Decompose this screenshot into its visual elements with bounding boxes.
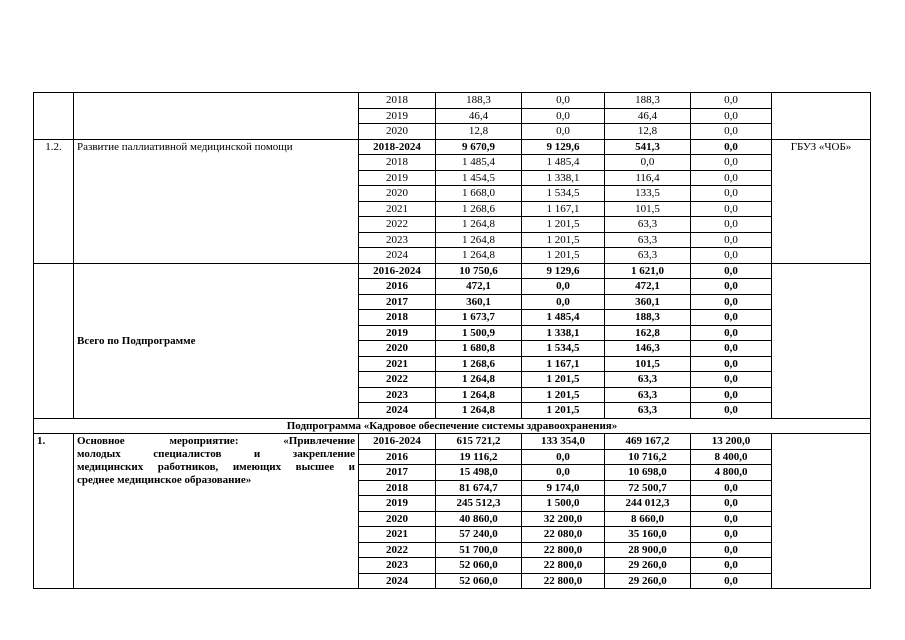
year-cell: 2024: [359, 573, 436, 589]
regional-budget-cell: 63,3: [605, 232, 691, 248]
responsible-cell: [772, 263, 871, 418]
federal-budget-cell: 1 201,5: [522, 403, 605, 419]
total-cell: 1 485,4: [436, 155, 522, 171]
year-cell: 2018: [359, 310, 436, 326]
federal-budget-cell: 9 174,0: [522, 480, 605, 496]
year-cell: 2020: [359, 511, 436, 527]
federal-budget-cell: 1 201,5: [522, 217, 605, 233]
federal-budget-cell: 133 354,0: [522, 434, 605, 450]
year-cell: 2020: [359, 124, 436, 140]
other-sources-cell: 0,0: [691, 124, 772, 140]
federal-budget-cell: 22 800,0: [522, 573, 605, 589]
other-sources-cell: 0,0: [691, 356, 772, 372]
other-sources-cell: 4 800,0: [691, 465, 772, 481]
year-cell: 2023: [359, 387, 436, 403]
other-sources-cell: 0,0: [691, 372, 772, 388]
regional-budget-cell: 146,3: [605, 341, 691, 357]
item-number-cell: [34, 93, 74, 140]
year-cell: 2017: [359, 294, 436, 310]
year-cell: 2016: [359, 449, 436, 465]
budget-table: [33, 92, 871, 589]
other-sources-cell: 0,0: [691, 325, 772, 341]
total-cell: 1 264,8: [436, 217, 522, 233]
other-sources-cell: 0,0: [691, 527, 772, 543]
federal-budget-cell: 1 485,4: [522, 155, 605, 171]
year-cell: 2024: [359, 248, 436, 264]
regional-budget-cell: 10 716,2: [605, 449, 691, 465]
item-name-line: медицинских работников, имеющих высшее и: [77, 461, 355, 473]
total-cell: 472,1: [436, 279, 522, 295]
regional-budget-cell: 244 012,3: [605, 496, 691, 512]
table-row: [34, 93, 871, 109]
other-sources-cell: 0,0: [691, 93, 772, 109]
total-cell: 1 264,8: [436, 403, 522, 419]
item-name-line: среднее медицинское образование»: [77, 474, 252, 486]
year-cell: 2016: [359, 279, 436, 295]
year-cell: 2024: [359, 403, 436, 419]
responsible-cell: ГБУЗ «ЧОБ»: [772, 139, 871, 263]
item-name-cell: Развитие паллиативной медицинской помощи: [74, 139, 359, 263]
regional-budget-cell: 29 260,0: [605, 558, 691, 574]
year-cell: 2019: [359, 325, 436, 341]
regional-budget-cell: 1 621,0: [605, 263, 691, 279]
regional-budget-cell: 72 500,7: [605, 480, 691, 496]
federal-budget-cell: 9 129,6: [522, 139, 605, 155]
federal-budget-cell: 1 485,4: [522, 310, 605, 326]
federal-budget-cell: 0,0: [522, 465, 605, 481]
federal-budget-cell: 22 080,0: [522, 527, 605, 543]
total-cell: 1 264,8: [436, 387, 522, 403]
regional-budget-cell: 469 167,2: [605, 434, 691, 450]
item-name-line: Основное мероприятие: «Привлечение: [77, 435, 355, 447]
subprogram-row: [34, 418, 871, 434]
regional-budget-cell: 63,3: [605, 403, 691, 419]
other-sources-cell: 0,0: [691, 155, 772, 171]
item-name-cell: [74, 434, 359, 589]
other-sources-cell: 0,0: [691, 480, 772, 496]
total-cell: 1 673,7: [436, 310, 522, 326]
other-sources-cell: 0,0: [691, 341, 772, 357]
federal-budget-cell: 0,0: [522, 294, 605, 310]
federal-budget-cell: 1 201,5: [522, 387, 605, 403]
total-cell: 9 670,9: [436, 139, 522, 155]
regional-budget-cell: 0,0: [605, 155, 691, 171]
year-cell: 2019: [359, 170, 436, 186]
year-cell: 2017: [359, 465, 436, 481]
federal-budget-cell: 1 534,5: [522, 341, 605, 357]
other-sources-cell: 0,0: [691, 108, 772, 124]
year-cell: 2021: [359, 356, 436, 372]
other-sources-cell: 0,0: [691, 217, 772, 233]
regional-budget-cell: 162,8: [605, 325, 691, 341]
regional-budget-cell: 188,3: [605, 93, 691, 109]
total-cell: 1 264,8: [436, 372, 522, 388]
federal-budget-cell: 1 201,5: [522, 372, 605, 388]
federal-budget-cell: 0,0: [522, 124, 605, 140]
year-cell: 2020: [359, 341, 436, 357]
federal-budget-cell: 1 338,1: [522, 170, 605, 186]
year-cell: 2023: [359, 558, 436, 574]
total-cell: 12,8: [436, 124, 522, 140]
other-sources-cell: 0,0: [691, 496, 772, 512]
regional-budget-cell: 29 260,0: [605, 573, 691, 589]
year-cell: 2022: [359, 217, 436, 233]
year-cell: 2020: [359, 186, 436, 202]
total-cell: 1 268,6: [436, 201, 522, 217]
subprogram-title: Подпрограмма «Кадровое обеспечение системы здравоохранения»: [34, 418, 871, 434]
regional-budget-cell: 133,5: [605, 186, 691, 202]
regional-budget-cell: 541,3: [605, 139, 691, 155]
item-name-cell: [74, 93, 359, 140]
federal-budget-cell: 1 201,5: [522, 248, 605, 264]
other-sources-cell: 0,0: [691, 294, 772, 310]
other-sources-cell: 0,0: [691, 263, 772, 279]
other-sources-cell: 0,0: [691, 511, 772, 527]
federal-budget-cell: 22 800,0: [522, 558, 605, 574]
total-cell: 1 680,8: [436, 341, 522, 357]
federal-budget-cell: 22 800,0: [522, 542, 605, 558]
federal-budget-cell: 1 167,1: [522, 201, 605, 217]
federal-budget-cell: 0,0: [522, 449, 605, 465]
total-cell: 40 860,0: [436, 511, 522, 527]
other-sources-cell: 0,0: [691, 403, 772, 419]
regional-budget-cell: 12,8: [605, 124, 691, 140]
total-cell: 1 668,0: [436, 186, 522, 202]
other-sources-cell: 0,0: [691, 170, 772, 186]
total-cell: 615 721,2: [436, 434, 522, 450]
year-cell: 2023: [359, 232, 436, 248]
year-cell: 2018: [359, 155, 436, 171]
total-cell: 188,3: [436, 93, 522, 109]
table-row: [34, 139, 871, 155]
other-sources-cell: 0,0: [691, 139, 772, 155]
year-cell: 2019: [359, 496, 436, 512]
year-cell: 2022: [359, 542, 436, 558]
total-cell: 46,4: [436, 108, 522, 124]
item-number-cell: 1.: [34, 434, 74, 589]
federal-budget-cell: 0,0: [522, 279, 605, 295]
regional-budget-cell: 360,1: [605, 294, 691, 310]
total-cell: 1 264,8: [436, 248, 522, 264]
total-cell: 245 512,3: [436, 496, 522, 512]
other-sources-cell: 0,0: [691, 186, 772, 202]
year-cell: 2022: [359, 372, 436, 388]
total-cell: 1 264,8: [436, 232, 522, 248]
federal-budget-cell: 0,0: [522, 93, 605, 109]
federal-budget-cell: 32 200,0: [522, 511, 605, 527]
regional-budget-cell: 188,3: [605, 310, 691, 326]
total-cell: 51 700,0: [436, 542, 522, 558]
responsible-cell: [772, 93, 871, 140]
other-sources-cell: 0,0: [691, 558, 772, 574]
federal-budget-cell: 9 129,6: [522, 263, 605, 279]
regional-budget-cell: 46,4: [605, 108, 691, 124]
total-cell: 10 750,6: [436, 263, 522, 279]
total-label: Всего по Подпрограмме: [74, 263, 359, 418]
federal-budget-cell: 1 201,5: [522, 232, 605, 248]
regional-budget-cell: 63,3: [605, 387, 691, 403]
total-cell: 1 500,9: [436, 325, 522, 341]
other-sources-cell: 0,0: [691, 387, 772, 403]
regional-budget-cell: 28 900,0: [605, 542, 691, 558]
regional-budget-cell: 8 660,0: [605, 511, 691, 527]
regional-budget-cell: 63,3: [605, 217, 691, 233]
total-cell: 52 060,0: [436, 573, 522, 589]
total-cell: 52 060,0: [436, 558, 522, 574]
other-sources-cell: 13 200,0: [691, 434, 772, 450]
total-cell: 1 454,5: [436, 170, 522, 186]
other-sources-cell: 8 400,0: [691, 449, 772, 465]
year-cell: 2021: [359, 201, 436, 217]
year-cell: 2018-2024: [359, 139, 436, 155]
regional-budget-cell: 101,5: [605, 356, 691, 372]
other-sources-cell: 0,0: [691, 279, 772, 295]
federal-budget-cell: 1 500,0: [522, 496, 605, 512]
total-cell: 360,1: [436, 294, 522, 310]
table-row: [34, 434, 871, 450]
federal-budget-cell: 1 167,1: [522, 356, 605, 372]
year-cell: 2016-2024: [359, 434, 436, 450]
year-cell: 2021: [359, 527, 436, 543]
federal-budget-cell: 0,0: [522, 108, 605, 124]
regional-budget-cell: 472,1: [605, 279, 691, 295]
table-row: [34, 263, 871, 279]
year-cell: 2018: [359, 480, 436, 496]
other-sources-cell: 0,0: [691, 542, 772, 558]
federal-budget-cell: 1 338,1: [522, 325, 605, 341]
total-cell: 57 240,0: [436, 527, 522, 543]
responsible-cell: [772, 434, 871, 589]
other-sources-cell: 0,0: [691, 248, 772, 264]
item-number-cell: 1.2.: [34, 139, 74, 263]
total-cell: 19 116,2: [436, 449, 522, 465]
year-cell: 2019: [359, 108, 436, 124]
regional-budget-cell: 10 698,0: [605, 465, 691, 481]
regional-budget-cell: 101,5: [605, 201, 691, 217]
federal-budget-cell: 1 534,5: [522, 186, 605, 202]
regional-budget-cell: 63,3: [605, 248, 691, 264]
year-cell: 2016-2024: [359, 263, 436, 279]
total-cell: 15 498,0: [436, 465, 522, 481]
item-number-cell: [34, 263, 74, 418]
regional-budget-cell: 35 160,0: [605, 527, 691, 543]
other-sources-cell: 0,0: [691, 573, 772, 589]
other-sources-cell: 0,0: [691, 201, 772, 217]
other-sources-cell: 0,0: [691, 310, 772, 326]
regional-budget-cell: 63,3: [605, 372, 691, 388]
other-sources-cell: 0,0: [691, 232, 772, 248]
total-cell: 81 674,7: [436, 480, 522, 496]
item-name-line: молодых специалистов и закрепление: [77, 448, 355, 460]
regional-budget-cell: 116,4: [605, 170, 691, 186]
year-cell: 2018: [359, 93, 436, 109]
total-cell: 1 268,6: [436, 356, 522, 372]
